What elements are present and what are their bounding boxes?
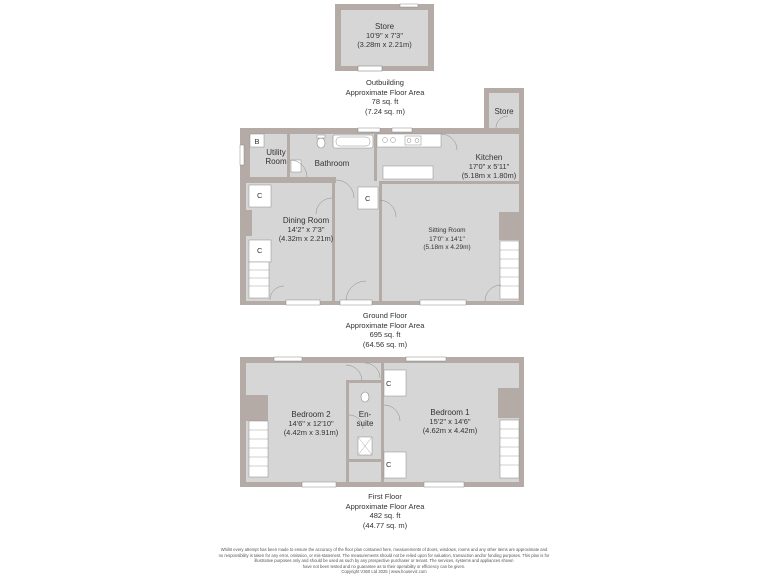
gf-store-label [489, 107, 519, 116]
bedroom1-name: Bedroom 1 [430, 408, 470, 417]
gf-area-subtitle: Approximate Floor Area [345, 320, 425, 330]
gf-area-caption [310, 311, 460, 349]
ff-area-title: First Floor [368, 492, 402, 501]
gf-front-door [340, 300, 372, 305]
bathroom-label [306, 159, 358, 168]
sitting-imperial: 17'0" x 14'1" [429, 235, 465, 243]
ff-window-front-left [302, 482, 336, 487]
ensuite-name-2: suite [356, 419, 374, 428]
gf-window-front-left [286, 300, 320, 305]
outbuilding-area-sqft: 78 sq. ft [371, 97, 399, 106]
dining-label [271, 216, 341, 243]
gf-window-kitchen [392, 128, 412, 132]
outbuilding-area-subtitle: Approximate Floor Area [345, 87, 425, 97]
ff-window-back-left [274, 357, 302, 361]
gf-stairs-left [249, 262, 269, 298]
sitting-name: Sitting Room [428, 227, 466, 234]
sitting-label [405, 227, 489, 253]
outbuilding-store-name: Store [374, 22, 395, 31]
disclaimer-line-3: illustrative purposes only and should be used as such by any prospective purchaser or tenant. The services, systems and appliances shown [254, 558, 514, 564]
kitchen-label [452, 153, 526, 180]
hall-cupboard-label: C [365, 194, 371, 203]
gf-area-sqm: (64.56 sq. m) [362, 339, 408, 349]
disclaimer-line-5: Copyright V360 Ltd 2025 | www.houseviz.com [341, 569, 427, 575]
utility-name-1: Utility [266, 148, 286, 157]
boiler-label [250, 137, 264, 146]
outbuilding-window [400, 4, 418, 7]
bedroom2-label [270, 410, 352, 437]
bed1-cupboard-2-label: C [386, 460, 392, 469]
ff-stairs-right [500, 420, 519, 478]
disclaimer [150, 547, 618, 575]
dining-imperial: 14'2" x 7'3" [287, 225, 325, 234]
ground-floor-plan [240, 88, 524, 305]
outbuilding-area-caption [310, 78, 460, 116]
gf-stairs-right [500, 241, 519, 299]
ff-area-caption [310, 492, 460, 530]
disclaimer-line-2: no responsibility is taken for any error, omission, or mis-statement. The measurements should not be relied upon for valuation, transaction and/or funding purposes. This plan is for [218, 552, 550, 558]
outbuilding-area-title: Outbuilding [366, 78, 404, 87]
bathroom-name: Bathroom [314, 159, 350, 168]
ensuite-label [350, 410, 380, 428]
outbuilding-area-sqm: (7.24 sq. m) [364, 106, 405, 116]
outbuilding-store-imperial: 10'9" x 7'3" [366, 31, 403, 40]
kitchen-imperial: 17'0" x 5'11" [468, 162, 510, 171]
disclaimer-line-1: Whilst every attempt has been made to ensure the accuracy of the floor plan contained here, measurements of doors, windows, rooms and any other items are approximate and [220, 547, 548, 552]
bedroom1-imperial: 15'2" x 14'6" [429, 417, 471, 426]
outbuilding-store-label [341, 22, 428, 49]
ff-window-back-right [406, 357, 446, 361]
kitchen-metric: (5.18m x 1.80m) [461, 171, 517, 180]
bedroom1-metric: (4.62m x 4.42m) [422, 426, 478, 435]
gf-window-front-right [420, 300, 466, 305]
disclaimer-line-4: have not been tested and no guarantee as to their operability or efficiency can be given. [302, 563, 466, 569]
dining-cupboard-1-label: C [257, 191, 263, 200]
utility-name-2: Room [265, 157, 287, 166]
outbuilding-store-metric: (3.28m x 2.21m) [357, 40, 412, 49]
dining-metric: (4.32m x 2.21m) [278, 234, 334, 243]
dining-name: Dining Room [282, 216, 330, 225]
bedroom1-label [410, 408, 490, 435]
gf-area-title: Ground Floor [362, 311, 408, 320]
utility-label [260, 148, 292, 166]
sitting-chimney [499, 212, 519, 240]
outbuilding-door [358, 66, 382, 71]
ff-window-front-right [424, 482, 464, 487]
kitchen-island [383, 166, 433, 179]
basin-fixture [291, 160, 301, 172]
ff-stairs-left [249, 421, 268, 477]
ensuite-name-1: En- [358, 410, 372, 419]
gf-area-sqft: 695 sq. ft [369, 330, 401, 339]
ensuite-toilet [361, 392, 369, 402]
ff-area-sqft: 482 sq. ft [369, 511, 401, 520]
ff-area-sqm: (44.77 sq. m) [362, 520, 408, 530]
kitchen-name: Kitchen [475, 153, 503, 162]
gf-window-bath [358, 128, 380, 132]
bed1-cupboard-1-label: C [386, 379, 392, 388]
boiler-letter: B [254, 137, 260, 146]
gf-window-utility [240, 145, 244, 165]
gf-store-name: Store [494, 107, 514, 116]
ff-area-subtitle: Approximate Floor Area [345, 501, 425, 511]
sitting-metric: (5.18m x 4.29m) [423, 244, 471, 251]
bedroom2-metric: (4.42m x 3.91m) [283, 428, 339, 437]
bedroom2-name: Bedroom 2 [291, 410, 331, 419]
toilet-fixture [317, 138, 325, 148]
bedroom2-imperial: 14'6" x 12'10" [288, 419, 334, 428]
dining-cupboard-2-label: C [257, 246, 263, 255]
